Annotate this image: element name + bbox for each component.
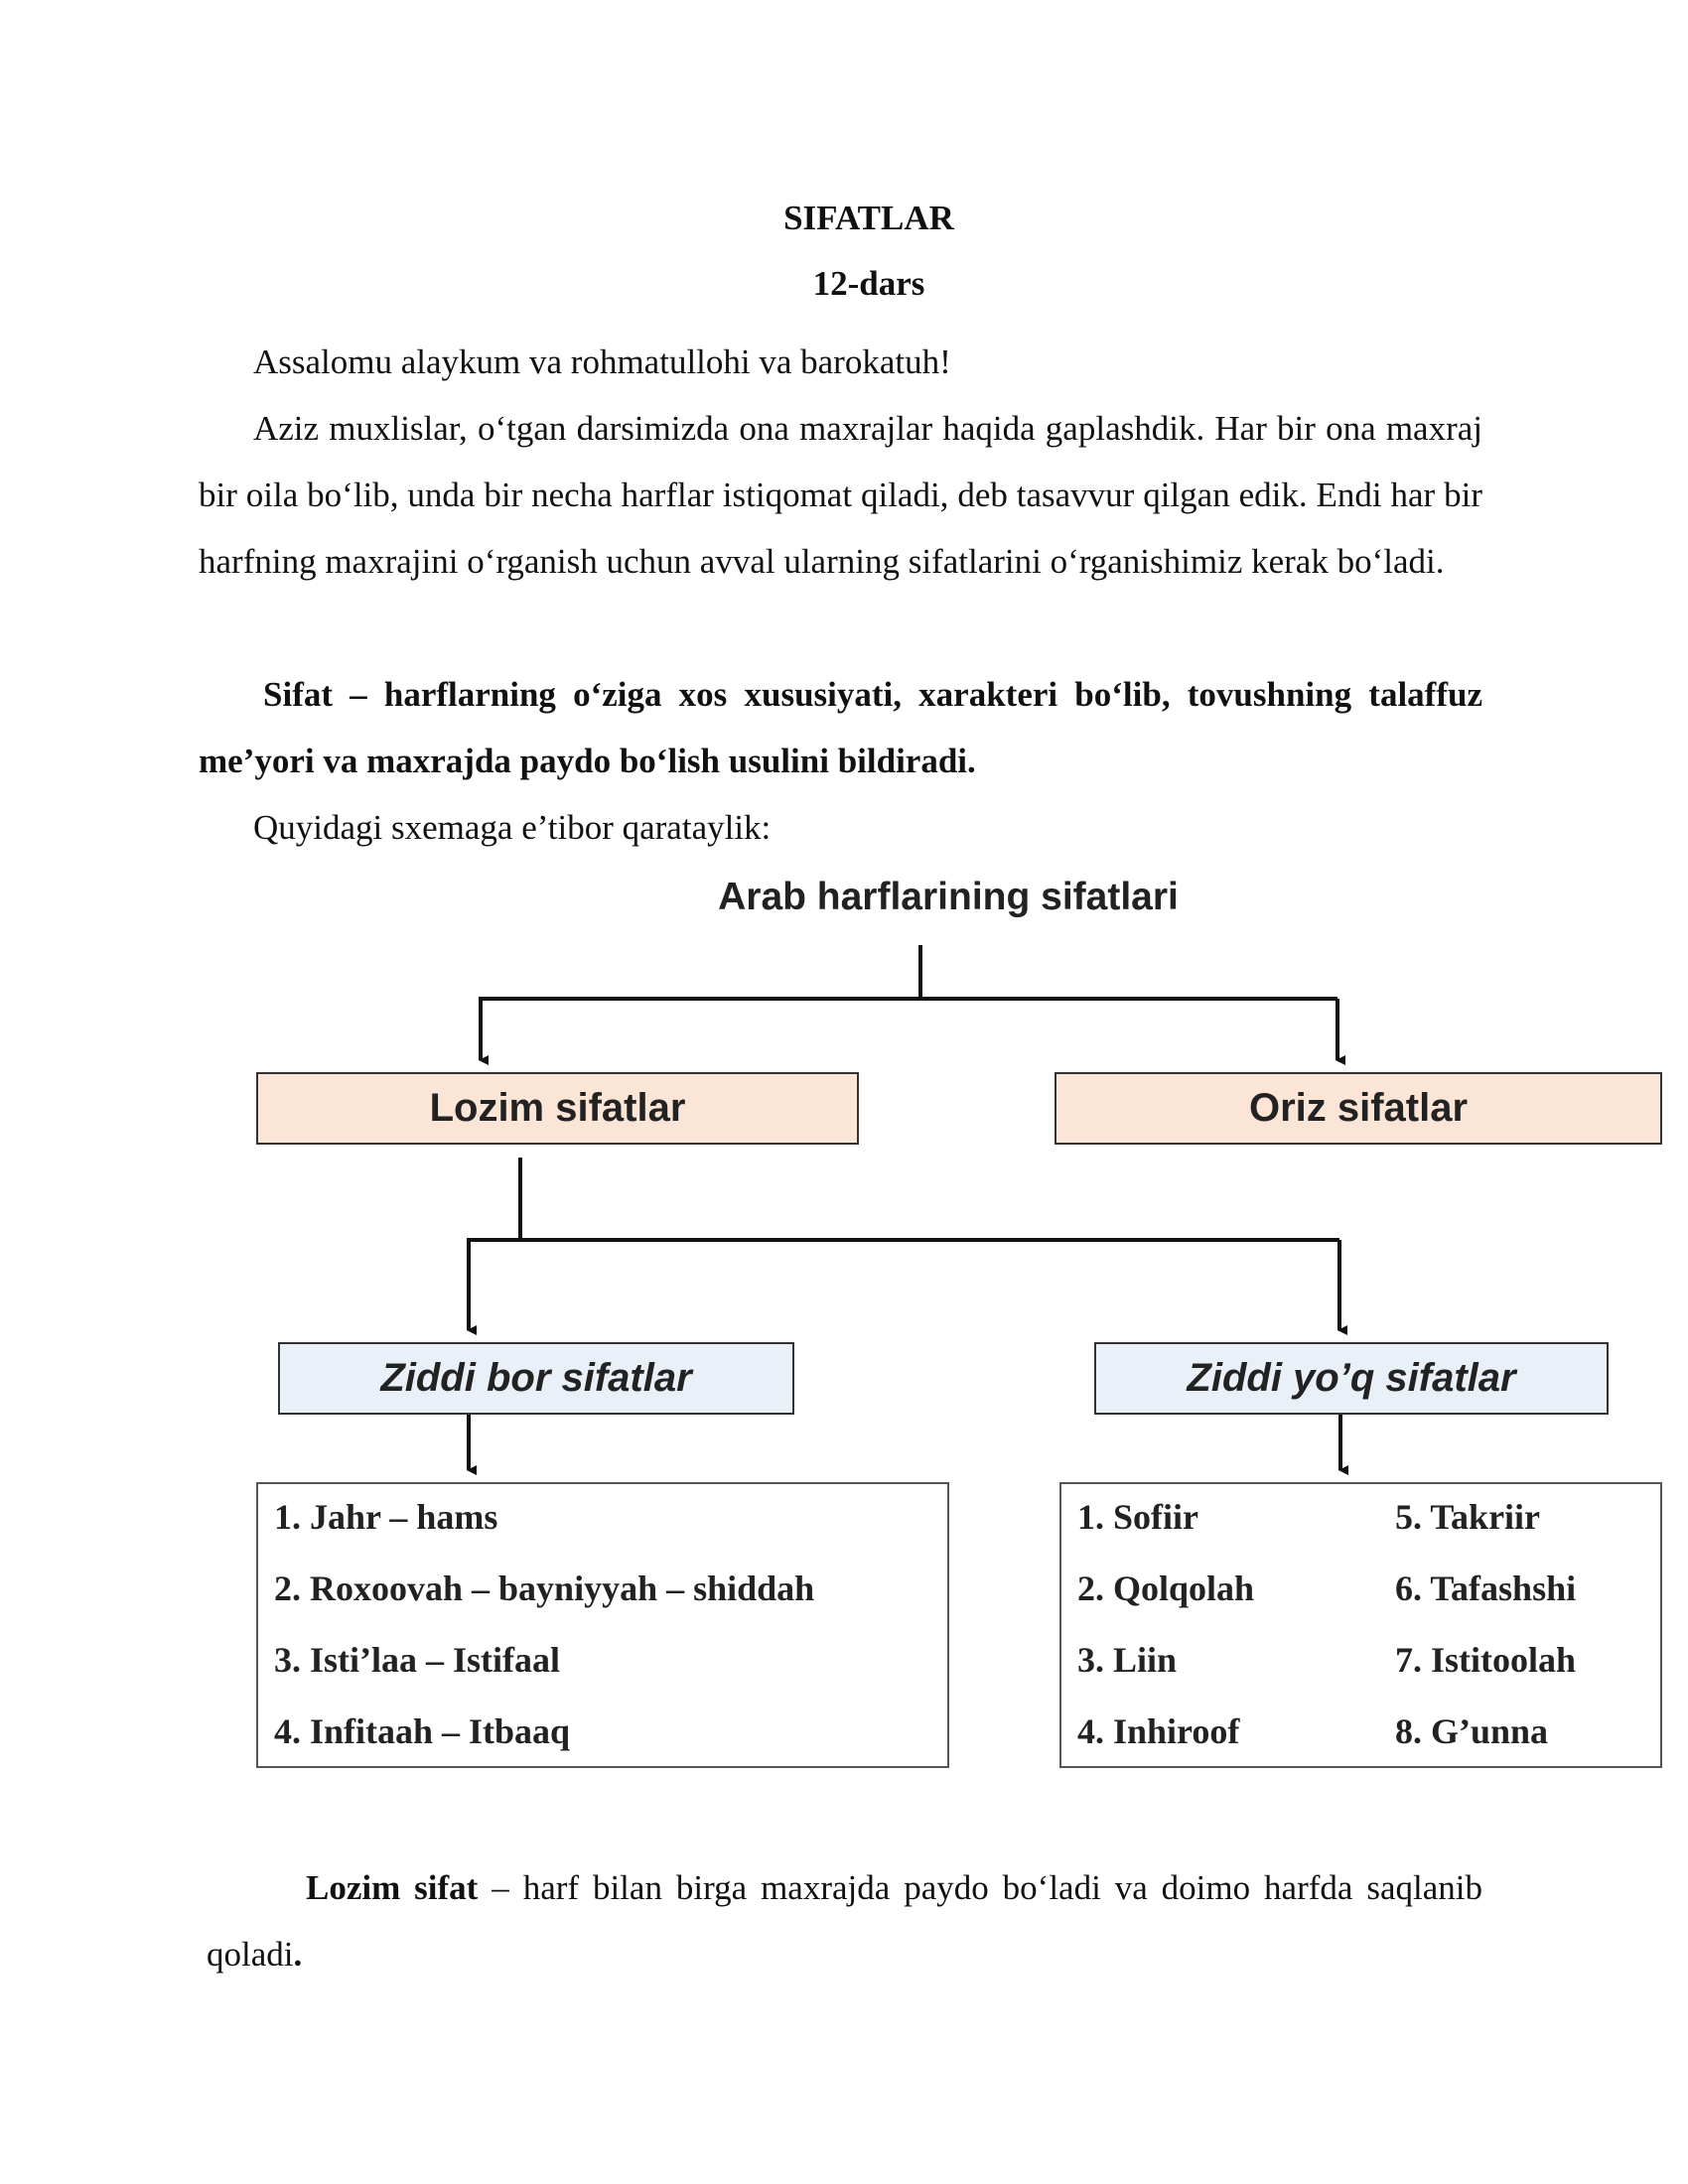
definition-paragraph: Sifat – harflarning o‘ziga xos xususiyati, xarakteri bo‘lib, tovushning talaffuz me’yori va maxrajda paydo bo‘lish usulini bildiradi. <box>199 675 1482 780</box>
list-item: 2. Qolqolah <box>1077 1569 1255 1608</box>
greeting-paragraph: Assalomu alaykum va rohmatullohi va barokatuh! <box>253 342 951 381</box>
ziddi-bor-sifatlar-box: Ziddi bor sifatlar <box>278 1342 794 1415</box>
list-item: 8. G’unna <box>1395 1711 1549 1751</box>
list-item: 6. Tafashshi <box>1395 1569 1577 1608</box>
list-item: 1. Jahr – hams <box>274 1497 498 1537</box>
diagram-intro-paragraph: Quyidagi sxemaga e’tibor qarataylik: <box>253 808 772 847</box>
lozim-definition-text: – harf bilan birga maxrajda paydo bo‘ladi va doimo harfda saqlanib qoladi <box>207 1868 1482 1974</box>
list-item: 4. Inhiroof <box>1077 1711 1240 1751</box>
list-item: 1. Sofiir <box>1077 1497 1198 1537</box>
list-item: 4. Infitaah – Itbaaq <box>274 1711 571 1751</box>
oriz-sifatlar-box: Oriz sifatlar <box>1055 1072 1662 1145</box>
lozim-definition-end: . <box>293 1935 303 1974</box>
lozim-definition-paragraph <box>207 1854 1482 1987</box>
ziddi-yoq-sifatlar-box: Ziddi yo’q sifatlar <box>1094 1342 1609 1415</box>
lesson-number: 12-dars <box>812 264 925 303</box>
lozim-term: Lozim sifat <box>306 1868 479 1907</box>
list-item: 3. Liin <box>1077 1640 1178 1680</box>
diagram-heading: Arab harflarining sifatlari <box>718 876 1179 918</box>
list-item: 7. Istitoolah <box>1395 1640 1577 1680</box>
ziddi-bor-list <box>256 1482 949 1768</box>
intro-paragraph: Aziz muxlislar, o‘tgan darsimizda ona maxrajlar haqida gaplashdik. Har bir ona maxraj bir oila bo‘lib, unda bir necha harflar istiqomat qiladi, deb tasavvur qilgan edik. Endi har bir harfning maxrajini o‘rganish uchun avval ularning sifatlarini o‘rganishimiz kerak bo‘ladi. <box>199 409 1482 581</box>
list-item: 5. Takriir <box>1395 1497 1541 1537</box>
page-title: SIFATLAR <box>783 199 954 237</box>
ziddi-yoq-list <box>1059 1482 1662 1768</box>
list-item: 3. Isti’laa – Istifaal <box>274 1640 560 1680</box>
list-item: 2. Roxoovah – bayniyyah – shiddah <box>274 1569 815 1608</box>
lozim-sifatlar-box: Lozim sifatlar <box>256 1072 859 1145</box>
